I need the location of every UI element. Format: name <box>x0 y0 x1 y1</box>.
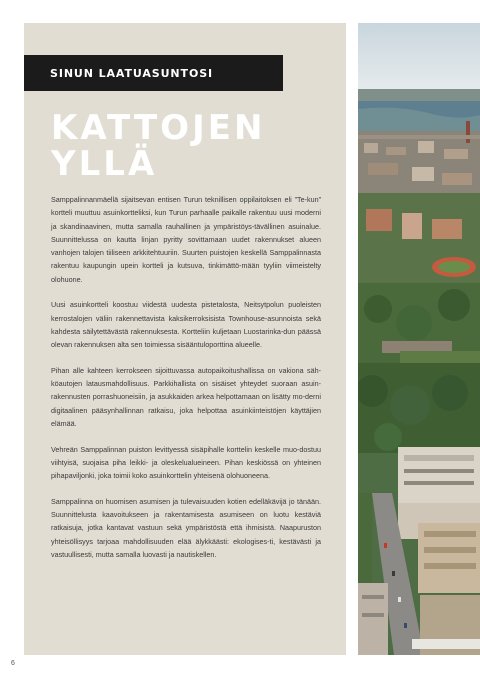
headline-line-2: YLLÄ <box>51 144 158 184</box>
headline-line-1: KATTOJEN <box>51 108 266 148</box>
section-banner <box>24 55 283 91</box>
page-headline <box>51 110 265 182</box>
paragraph: Uusi asuinkortteli koostuu viidestä uudesta pistetalosta, Neitsytpolun puoleisten kerrostalojen väliin rakennettavista kaksikerroksisista Townhouse-asunnoista sekä kahdesta säilytettävästä rakennuksesta. Kortteliin kuljetaan Luostarinka-dun päässä olevan rakennuksen alta sen toimiessa sisääntuloporttina alueelle. <box>51 300 321 350</box>
paragraph: Pihan alle kahteen kerrokseen sijoittuvassa autopaikoitushallissa on vakiona säh-köautojen latausmahdollisuus. Parkkihallista on sisäiset yhteydet suoraan asuin-rakennusten porrashuoneisiin, ja asukkaiden arkea helpottamaan on lisätty mo-derni digitaalinen pääsynhallinnan ratkaisu, joka helpottaa asuinkiinteistöjen käyttäjien elämää. <box>51 365 321 429</box>
aerial-city-photo <box>358 23 480 655</box>
paragraph: Samppalinna on huomisen asumisen ja tulevaisuuden kotien edelläkävijä jo tänään. Suunnittelusta kaavoitukseen ja rakentamisesta asumiseen on luotu kestäviä ratkaisuja, jotka kantavat vastuun sekä ympäristöstä että ihmisistä. Naapuruston yhteisöllisyys tarjoaa mahdollisuuden elää älykkäästi: ekologises-ti, kestävästi ja vastuullisesti, mutta samalla luovasti ja nautiskellen. <box>51 496 321 560</box>
article-body <box>51 193 321 574</box>
paragraph: Vehreän Samppalinnan puiston levittyessä sisäpihalle korttelin keskelle muo-dostuu viihtyisä, suojaisa piha leikki- ja oleskelualueineen. Pihan keskiössä on yhteinen pihapaviljonki, joka toimii koko asuinkorttelin yhteisenä olohuoneena. <box>51 444 321 481</box>
page-number: 6 <box>11 660 15 667</box>
banner-label: SINUN LAATUASUNTOSI <box>50 66 214 80</box>
paragraph: Samppalinnanmäellä sijaitsevan entisen Turun teknillisen oppilaitoksen eli ”Te-kun” kortteli muuttuu asuinkortteliksi, kun Turun parhaalle paikalle rakentuu uusi moderni ja skandinaavinen, mutta samalla rauhallinen ja ympäristöys-tävällinen asuinalue. Suunnittelussa on kautta linjan pyritty sovittamaan uudet rakennukset alueen vanhojen talojen tiiliseen arkkitehtuuriin. Suurten puistojen keskellä Samppalinnasta rakentuu kaupungin upein kortteli ja kutsuva, tinkimättö-mään tyyliin viimeistelty olohuone. <box>51 195 321 284</box>
